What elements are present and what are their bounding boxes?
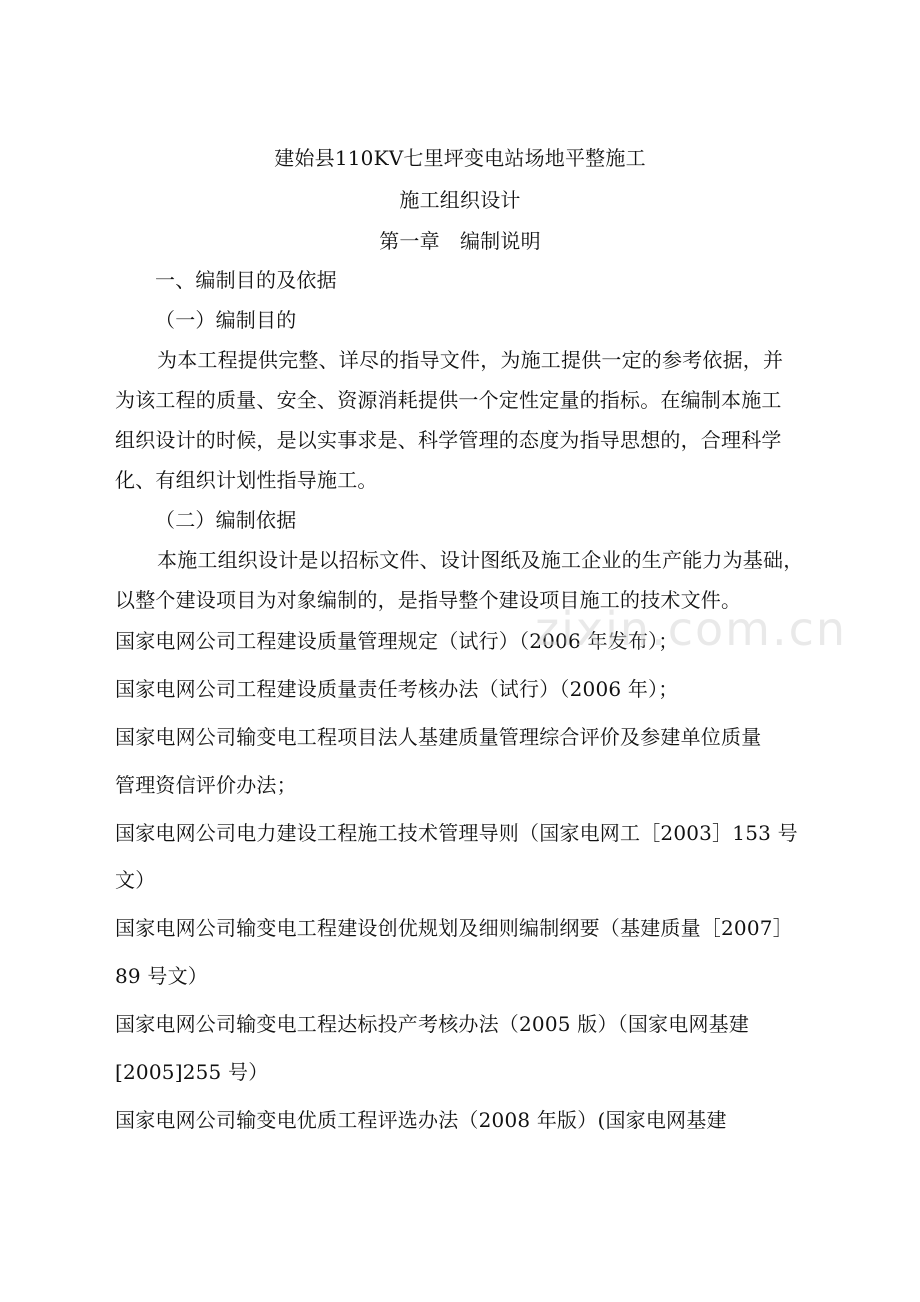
reference-line: 89 号文）	[115, 964, 209, 988]
reference-line: 国家电网公司输变电优质工程评选办法（2008 年版）(国家电网基建	[115, 1108, 727, 1132]
reference-line: 国家电网公司输变电工程达标投产考核办法（2005 版）（国家电网基建	[115, 1012, 750, 1036]
reference-line: 国家电网公司电力建设工程施工技术管理导则（国家电网工［2003］153 号	[115, 821, 798, 845]
paragraph-line: 组织设计的时候，是以实事求是、科学管理的态度为指导思想的，合理科学	[115, 428, 782, 452]
paragraph-line: 以整个建设项目为对象编制的，是指导整个建设项目施工的技术文件。	[115, 588, 742, 612]
paragraph-line: 化、有组织计划性指导施工。	[115, 468, 378, 492]
reference-line: 文）	[115, 868, 156, 892]
paragraph-line: 为本工程提供完整、详尽的指导文件，为施工提供一定的参考依据，并	[157, 348, 784, 372]
reference-line: [2005]255 号）	[115, 1060, 269, 1084]
reference-line: 国家电网公司工程建设质量责任考核办法（试行）（2006 年）；	[115, 677, 679, 701]
watermark: zixin.com.cn	[535, 602, 848, 656]
document-subtitle: 施工组织设计	[399, 188, 521, 212]
section-heading: 一、编制目的及依据	[155, 268, 337, 292]
reference-line: 国家电网公司输变电工程建设创优规划及细则编制纲要（基建质量［2007］	[115, 916, 793, 940]
chapter-title: 第一章 编制说明	[379, 229, 541, 253]
paragraph-line: 为该工程的质量、安全、资源消耗提供一个定性定量的指标。在编制本施工	[115, 388, 782, 412]
reference-line: 国家电网公司输变电工程项目法人基建质量管理综合评价及参建单位质量	[115, 725, 762, 749]
reference-line: 管理资信评价办法；	[115, 773, 297, 797]
subsection-heading: （二）编制依据	[155, 508, 297, 532]
reference-line: 国家电网公司工程建设质量管理规定（试行）（2006 年发布）；	[115, 629, 679, 653]
paragraph-line: 本施工组织设计是以招标文件、设计图纸及施工企业的生产能力为基础，	[157, 548, 804, 572]
subsection-heading: （一）编制目的	[155, 308, 297, 332]
document-title: 建始县110KV七里坪变电站场地平整施工	[274, 146, 646, 170]
